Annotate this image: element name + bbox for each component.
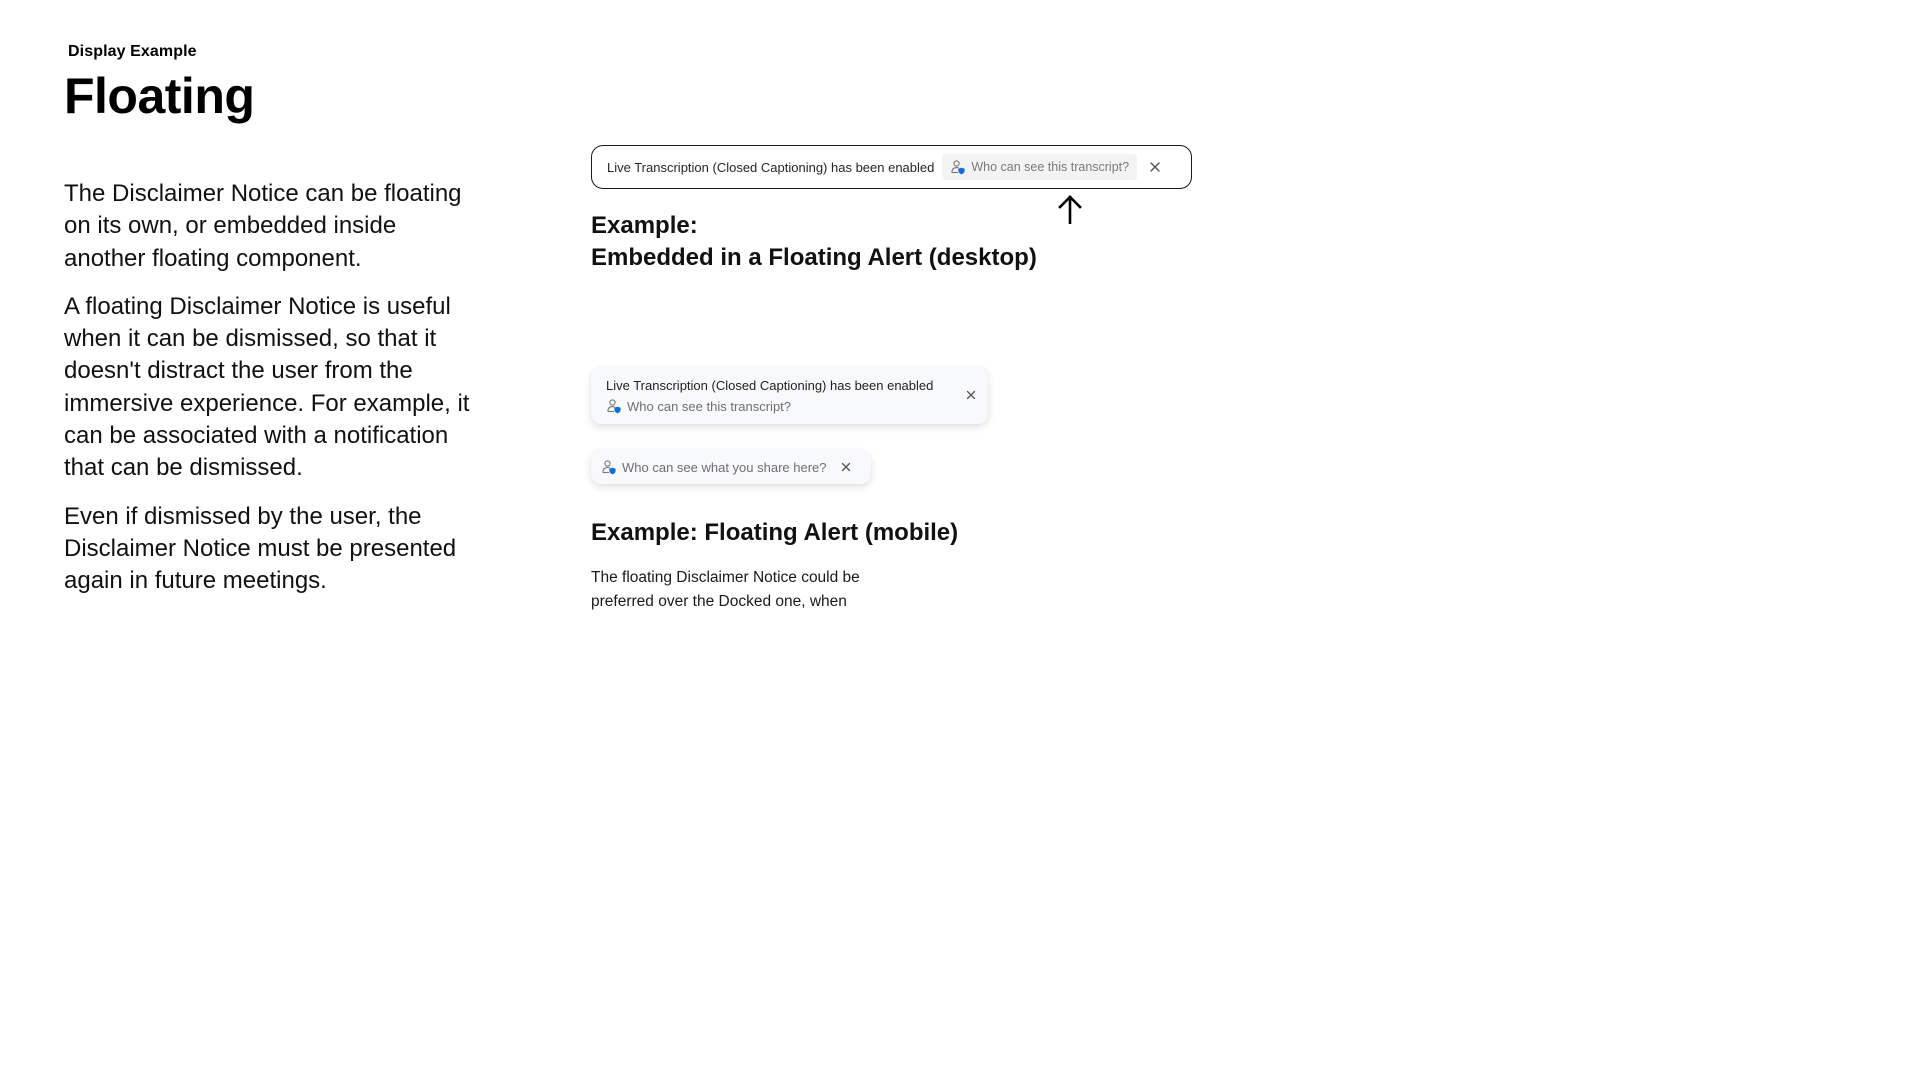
close-icon xyxy=(841,462,851,472)
desktop-floating-alert xyxy=(591,145,1192,189)
mobile-floating-alert xyxy=(591,367,988,424)
intro-paragraph-2: A floating Disclaimer Notice is useful when it can be dismissed, so that it doesn't distract the user from the immersive experience. For example, it can be associated with a notification that can be dismissed. xyxy=(64,292,470,482)
mobile-example-description: The floating Disclaimer Notice could be preferred over the Docked one, when xyxy=(591,569,860,610)
desktop-example-heading xyxy=(591,210,1037,274)
intro-text xyxy=(64,178,484,614)
user-shield-icon xyxy=(601,459,617,475)
alert-message: Live Transcription (Closed Captioning) has been enabled xyxy=(606,378,934,393)
desktop-heading-line-2: Embedded in a Floating Alert (desktop) xyxy=(591,244,1037,271)
disclaimer-notice-label: Who can see what you share here? xyxy=(622,459,827,475)
disclaimer-notice-label: Who can see this transcript? xyxy=(627,398,792,414)
close-button[interactable] xyxy=(1145,157,1165,177)
close-button[interactable] xyxy=(837,458,855,476)
close-icon xyxy=(1150,162,1160,172)
mobile-floating-notice[interactable] xyxy=(591,450,871,484)
eyebrow-label: Display Example xyxy=(68,43,197,60)
close-button[interactable] xyxy=(962,386,980,404)
alert-message: Live Transcription (Closed Captioning) has been enabled xyxy=(607,159,935,175)
user-shield-icon xyxy=(950,159,966,175)
page-title: Floating xyxy=(64,68,255,124)
desktop-heading-line-1: Example: xyxy=(591,212,698,239)
mobile-example-heading: Example: Floating Alert (mobile) xyxy=(591,519,959,546)
disclaimer-notice[interactable] xyxy=(606,398,972,414)
disclaimer-notice-label: Who can see this transcript? xyxy=(971,160,1130,174)
user-shield-icon xyxy=(606,398,622,414)
intro-paragraph-3: Even if dismissed by the user, the Disclaimer Notice must be presented again in future meetings. xyxy=(64,502,457,595)
close-icon xyxy=(966,390,976,400)
arrow-up-icon xyxy=(1058,194,1082,224)
disclaimer-notice[interactable] xyxy=(942,154,1137,180)
intro-paragraph-1: The Disclaimer Notice can be floating on its own, or embedded inside another floating component. xyxy=(64,180,462,272)
